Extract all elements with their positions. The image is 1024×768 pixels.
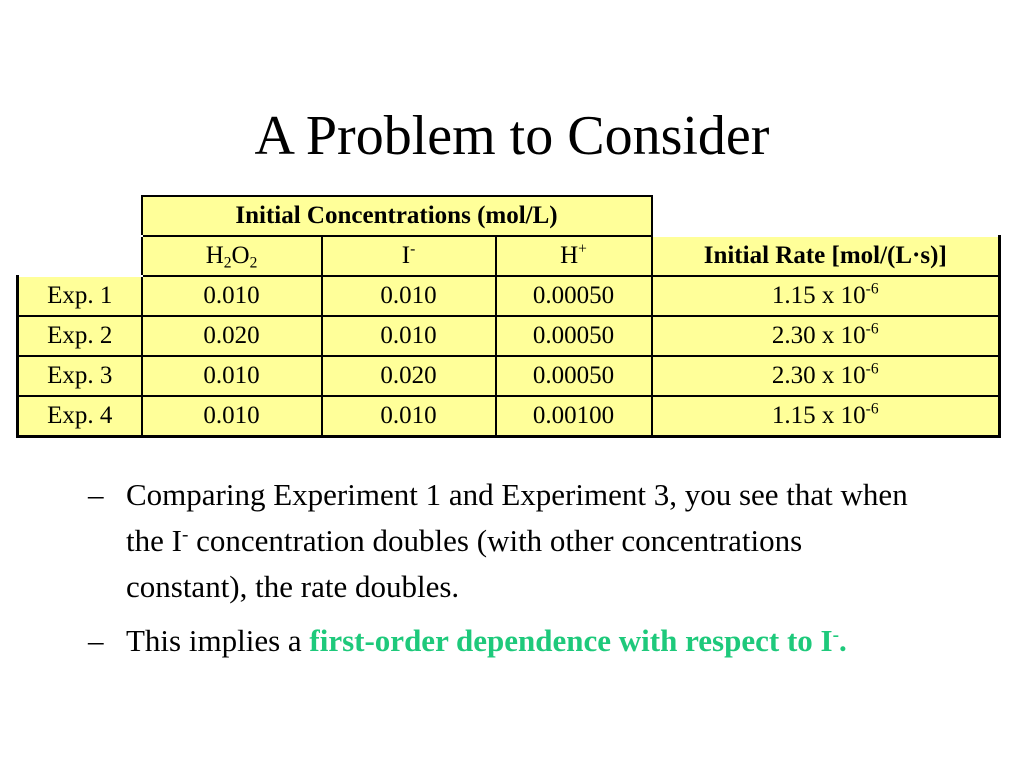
- row-label: Exp. 1: [18, 276, 142, 316]
- column-header-h2o2: $H_2O_2$: [142, 236, 322, 276]
- table-row: [18, 276, 1000, 316]
- bullet-dash: –: [88, 623, 104, 658]
- column-header-hydrogen-ion: H+: [496, 236, 652, 276]
- cell-hydrogen-ion: 0.00100: [496, 396, 652, 437]
- table-blank-cell: [652, 196, 1000, 236]
- cell-initial-rate: 1.15 x $10^{-6}$: [652, 276, 1000, 316]
- row-label: Exp. 2: [18, 316, 142, 356]
- bullet-list: [88, 472, 928, 672]
- cell-initial-rate: 2.30 x $10^{-6}$: [652, 316, 1000, 356]
- cell-h2o2: 0.010: [142, 356, 322, 396]
- cell-hydrogen-ion: 0.00050: [496, 356, 652, 396]
- highlighted-conclusion: first-order dependence with respect to I-.: [309, 623, 847, 658]
- cell-hydrogen-ion: 0.00050: [496, 276, 652, 316]
- cell-h2o2: 0.020: [142, 316, 322, 356]
- slide-title: A Problem to Consider: [254, 105, 770, 167]
- cell-initial-rate: 2.30 x $10^{-6}$: [652, 356, 1000, 396]
- row-label: Exp. 4: [18, 396, 142, 437]
- bullet-text: This implies a first-order dependence with respect to I-.: [126, 623, 847, 658]
- table-row: [18, 396, 1000, 437]
- column-header-iodide: I-: [322, 236, 496, 276]
- cell-h2o2: 0.010: [142, 276, 322, 316]
- rate-data-table: [16, 195, 1001, 438]
- bullet-dash: –: [88, 477, 104, 512]
- cell-iodide: 0.010: [322, 276, 496, 316]
- table-row: [18, 316, 1000, 356]
- row-label: Exp. 3: [18, 356, 142, 396]
- cell-h2o2: 0.010: [142, 396, 322, 437]
- table-header-row-2: [18, 236, 1000, 276]
- bullet-text: Comparing Experiment 1 and Experiment 3, you see that when the I- concentration doubles (with other concentrations constant), the rate doubles.: [126, 477, 908, 604]
- table-row: [18, 356, 1000, 396]
- cell-iodide: 0.020: [322, 356, 496, 396]
- cell-hydrogen-ion: 0.00050: [496, 316, 652, 356]
- cell-initial-rate: 1.15 x $10^{-6}$: [652, 396, 1000, 437]
- initial-concentrations-header: Initial Concentrations (mol/L): [142, 196, 652, 236]
- table-corner-cell: [18, 196, 142, 236]
- bullet-item-comparison: [88, 472, 928, 610]
- column-header-initial-rate: Initial Rate [mol/(L·s)]: [652, 236, 1000, 276]
- table-header-row-1: [18, 196, 1000, 236]
- cell-iodide: 0.010: [322, 316, 496, 356]
- bullet-item-conclusion: [88, 618, 928, 664]
- cell-iodide: 0.010: [322, 396, 496, 437]
- table-corner-cell: [18, 236, 142, 276]
